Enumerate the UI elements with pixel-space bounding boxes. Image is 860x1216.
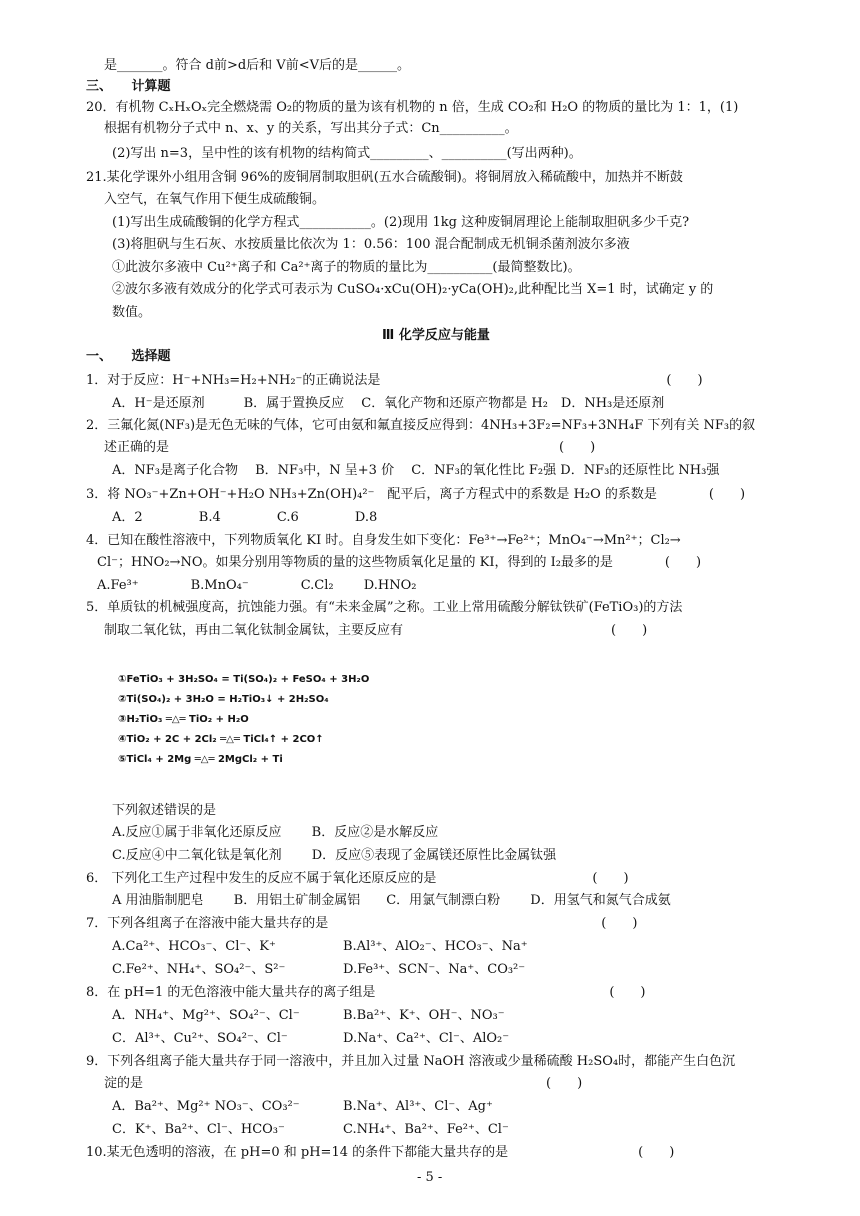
reaction-equations-figure [108, 672, 370, 777]
text-line: 5．单质钛的机械强度高，抗蚀能力强。有“未来金属”之称。工业上常用硫酸分解钛铁矿(FeTiO₃)的方法 [86, 600, 683, 615]
reaction-3: ③H₂TiO₃ ═△═ TiO₂ + H₂O [118, 714, 249, 725]
text-line: D.Na⁺、Ca²⁺、Cl⁻、AlO₂⁻ [343, 1031, 510, 1046]
text-line: A．Ba²⁺、Mg²⁺ NO₃⁻、CO₃²⁻ [112, 1099, 300, 1114]
text-line: C.反应④中二氧化钛是氧化剂 D．反应⑤表现了金属镁还原性比金属钛强 [112, 848, 557, 863]
text-line: C．K⁺、Ba²⁺、Cl⁻、HCO₃⁻ [112, 1122, 285, 1137]
text-line: 3．将 NO₃⁻+Zn+OH⁻+H₂O NH₃+Zn(OH)₄²⁻ 配平后，离子方程式中的系数是 H₂O 的系数是 ( ) [86, 487, 746, 502]
text-line: 下列叙述错误的是 [112, 803, 217, 818]
text-line: 述正确的是 ( ) [104, 440, 596, 455]
text-line: A．NF₃是离子化合物 B．NF₃中，N 呈+3 价 C．NF₃的氧化性比 F₂强 D．NF₃的还原性比 NH₃强 [112, 463, 720, 478]
text-line: A．NH₄⁺、Mg²⁺、SO₄²⁻、Cl⁻ [112, 1008, 300, 1023]
text-line: 2．三氟化氮(NF₃)是无色无味的气体，它可由氨和氟直接反应得到：4NH₃+3F₂=NF₃+3NH₄F 下列有关 NF₃的叙 [86, 418, 756, 433]
text-line: Cl⁻；HNO₂→NO。如果分别用等物质的量的这些物质氧化足量的 KI，得到的 I₂最多的是 ( ) [97, 555, 702, 570]
text-line: 8．在 pH=1 的无色溶液中能大量共存的离子组是 ( ) [86, 985, 646, 1000]
text-line: D.Fe³⁺、SCN⁻、Na⁺、CO₃²⁻ [343, 962, 526, 977]
text-line: C.Fe²⁺、NH₄⁺、SO₄²⁻、S²⁻ [112, 962, 286, 977]
text-line: C．Al³⁺、Cu²⁺、SO₄²⁻、Cl⁻ [112, 1031, 288, 1046]
text-line: ①此波尔多液中 Cu²⁺离子和 Ca²⁺离子的物质的量比为__________(最简整数比)。 [112, 260, 581, 275]
text-line: 淀的是 ( ) [104, 1076, 583, 1091]
text-line: A．2 B.4 C.6 D.8 [112, 510, 378, 525]
text-line: - 5 - [417, 1170, 443, 1185]
text-line: A.Fe³⁺ B.MnO₄⁻ C.Cl₂ D.HNO₂ [97, 578, 417, 593]
text-line: B.Al³⁺、AlO₂⁻、HCO₃⁻、Na⁺ [343, 939, 528, 954]
text-line: (1)写出生成硫酸铜的化学方程式___________。(2)现用 1kg 这种废铜屑理论上能制取胆矾多少千克? [112, 215, 690, 230]
text-line: 是_______。符合 d前>d后和 V前<V后的是______。 [104, 58, 410, 73]
text-line: ②波尔多液有效成分的化学式可表示为 CuSO₄·xCu(OH)₂·yCa(OH)₂,此种配比当 X=1 时，试确定 y 的 [112, 282, 714, 297]
text-line: 1．对于反应：H⁻+NH₃=H₂+NH₂⁻的正确说法是 ( ) [86, 373, 703, 388]
text-line: A 用油脂制肥皂 B．用铝土矿制金属铝 C．用氯气制漂白粉 D．用氢气和氮气合成氨 [112, 893, 671, 908]
text-line: 20．有机物 CₓHₓOₓ完全燃烧需 O₂的物质的量为该有机物的 n 倍，生成 CO₂和 H₂O 的物质的量比为 1：1，(1) [86, 100, 739, 115]
text-line: 根据有机物分子式中 n、x、y 的关系，写出其分子式：Cn__________。 [104, 121, 518, 136]
text-line: 4．已知在酸性溶液中，下列物质氧化 KI 时。自身发生如下变化：Fe³⁺→Fe²⁺；MnO₄⁻→Mn²⁺；Cl₂→ [86, 533, 681, 548]
reaction-2: ②Ti(SO₄)₂ + 3H₂O = H₂TiO₃↓ + 2H₂SO₄ [118, 694, 329, 705]
text-line: 6． 下列化工生产过程中发生的反应不属于氧化还原反应的是 ( ) [86, 871, 629, 886]
reaction-5: ⑤TiCl₄ + 2Mg ═△═ 2MgCl₂ + Ti [118, 754, 283, 765]
text-line: (3)将胆矾与生石灰、水按质量比依次为 1：0.56：100 混合配制成无机铜杀菌剂波尔多液 [112, 237, 630, 252]
text-line: (2)写出 n=3，呈中性的该有机物的结构简式_________、__________(写出两种)。 [112, 146, 582, 161]
text-line: A.Ca²⁺、HCO₃⁻、Cl⁻、K⁺ [112, 939, 276, 954]
text-line: 21.某化学课外小组用含铜 96%的废铜屑制取胆矾(五水合硫酸铜)。将铜屑放入稀硫酸中，加热并不断鼓 [86, 170, 683, 185]
reaction-1: ①FeTiO₃ + 3H₂SO₄ = Ti(SO₄)₂ + FeSO₄ + 3H₂O [118, 674, 370, 685]
text-line: 入空气，在氧气作用下便生成硫酸铜。 [104, 192, 326, 207]
text-line: A．H⁻是还原剂 B．属于置换反应 C．氧化产物和还原产物都是 H₂ D．NH₃是还原剂 [112, 396, 665, 411]
reaction-4: ④TiO₂ + 2C + 2Cl₂ ═△═ TiCl₄↑ + 2CO↑ [118, 734, 324, 745]
text-line: 9．下列各组离子能大量共存于同一溶液中，并且加入过量 NaOH 溶液或少量稀硫酸 H₂SO₄时，都能产生白色沉 [86, 1054, 736, 1069]
text-line: Ⅲ 化学反应与能量 [382, 328, 490, 343]
text-line: B.Na⁺、Al³⁺、Cl⁻、Ag⁺ [343, 1099, 493, 1114]
text-line: C.NH₄⁺、Ba²⁺、Fe²⁺、Cl⁻ [343, 1122, 509, 1137]
text-line: 数值。 [112, 305, 152, 320]
text-line: 一、 选择题 [86, 349, 171, 364]
text-line: B.Ba²⁺、K⁺、OH⁻、NO₃⁻ [343, 1008, 505, 1023]
text-line: 10.某无色透明的溶液，在 pH=0 和 pH=14 的条件下都能大量共存的是 ( ) [86, 1145, 675, 1160]
text-line: 制取二氧化钛，再由二氧化钛制金属钛，主要反应有 ( ) [104, 623, 648, 638]
text-line: 7．下列各组离子在溶液中能大量共存的是 ( ) [86, 916, 638, 931]
text-line: 三、 计算题 [86, 79, 171, 94]
text-line: A.反应①属于非氧化还原反应 B．反应②是水解反应 [112, 825, 439, 840]
